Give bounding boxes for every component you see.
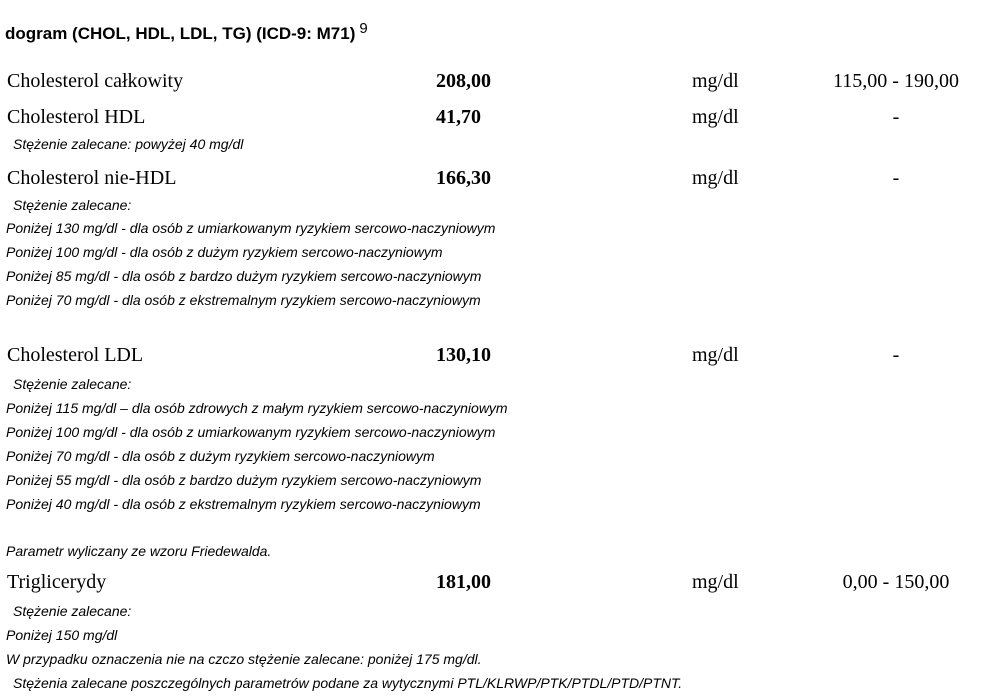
result-value: 181,00 (436, 571, 491, 593)
reference-range: 115,00 - 190,00 (833, 70, 959, 92)
parameter-name: Cholesterol LDL (7, 344, 144, 366)
result-value: 130,10 (436, 344, 491, 366)
recommendation-note: Poniżej 55 mg/dl - dla osób z bardzo dużym ryzykiem sercowo-naczyniowym (6, 472, 482, 488)
footnote-marker: 9 (359, 20, 368, 37)
recommendation-note: Poniżej 40 mg/dl - dla osób z ekstremalnym ryzykiem sercowo-naczyniowym (6, 496, 481, 512)
result-unit: mg/dl (692, 70, 739, 92)
reference-range: - (892, 344, 900, 366)
recommendation-note: Stężenie zalecane: (13, 603, 132, 619)
result-unit: mg/dl (692, 344, 739, 366)
section-title: dogram (CHOL, HDL, LDL, TG) (ICD-9: M71) (5, 24, 356, 43)
guidelines-note: Stężenia zalecane poszczególnych parametrów podane za wytycznymi PTL/KLRWP/PTK/PTDL/PTD/PTNT. (13, 675, 683, 691)
recommendation-note: Stężenie zalecane: (13, 197, 132, 213)
result-row-non-hdl (0, 167, 1000, 193)
recommendation-note: Poniżej 70 mg/dl - dla osób z dużym ryzykiem sercowo-naczyniowym (6, 448, 435, 464)
recommendation-note: Stężenie zalecane: (13, 376, 132, 392)
recommendation-note: Poniżej 130 mg/dl - dla osób z umiarkowanym ryzykiem sercowo-naczyniowym (6, 220, 496, 236)
recommendation-note: Poniżej 70 mg/dl - dla osób z ekstremalnym ryzykiem sercowo-naczyniowym (6, 292, 481, 308)
result-row-triglycerides (0, 571, 1000, 597)
parameter-name: Triglicerydy (7, 571, 107, 593)
result-value: 166,30 (436, 167, 491, 189)
reference-range: 0,00 - 150,00 (842, 571, 950, 593)
recommendation-note: Poniżej 100 mg/dl - dla osób z dużym ryzykiem sercowo-naczyniowym (6, 244, 443, 260)
result-value: 41,70 (436, 106, 481, 128)
recommendation-note: Poniżej 100 mg/dl - dla osób z umiarkowanym ryzykiem sercowo-naczyniowym (6, 424, 496, 440)
recommendation-note: Poniżej 85 mg/dl - dla osób z bardzo dużym ryzykiem sercowo-naczyniowym (6, 268, 482, 284)
recommendation-note: Poniżej 115 mg/dl – dla osób zdrowych z małym ryzykiem sercowo-naczyniowym (6, 400, 508, 416)
result-value: 208,00 (436, 70, 491, 92)
parameter-name: Cholesterol HDL (7, 106, 146, 128)
result-unit: mg/dl (692, 571, 739, 593)
section-header (5, 20, 368, 44)
recommendation-note: Stężenie zalecane: powyżej 40 mg/dl (13, 136, 244, 152)
recommendation-note: W przypadku oznaczenia nie na czczo stężenie zalecane: poniżej 175 mg/dl. (6, 651, 482, 667)
parameter-name: Cholesterol nie-HDL (7, 167, 177, 189)
calculation-note: Parametr wyliczany ze wzoru Friedewalda. (6, 543, 272, 559)
reference-range: - (892, 167, 900, 189)
result-row-hdl (0, 106, 1000, 132)
recommendation-note: Poniżej 150 mg/dl (6, 627, 118, 643)
parameter-name: Cholesterol całkowity (7, 70, 184, 92)
result-unit: mg/dl (692, 106, 739, 128)
result-unit: mg/dl (692, 167, 739, 189)
result-row-total-cholesterol (0, 70, 1000, 96)
result-row-ldl (0, 344, 1000, 370)
reference-range: - (892, 106, 900, 128)
